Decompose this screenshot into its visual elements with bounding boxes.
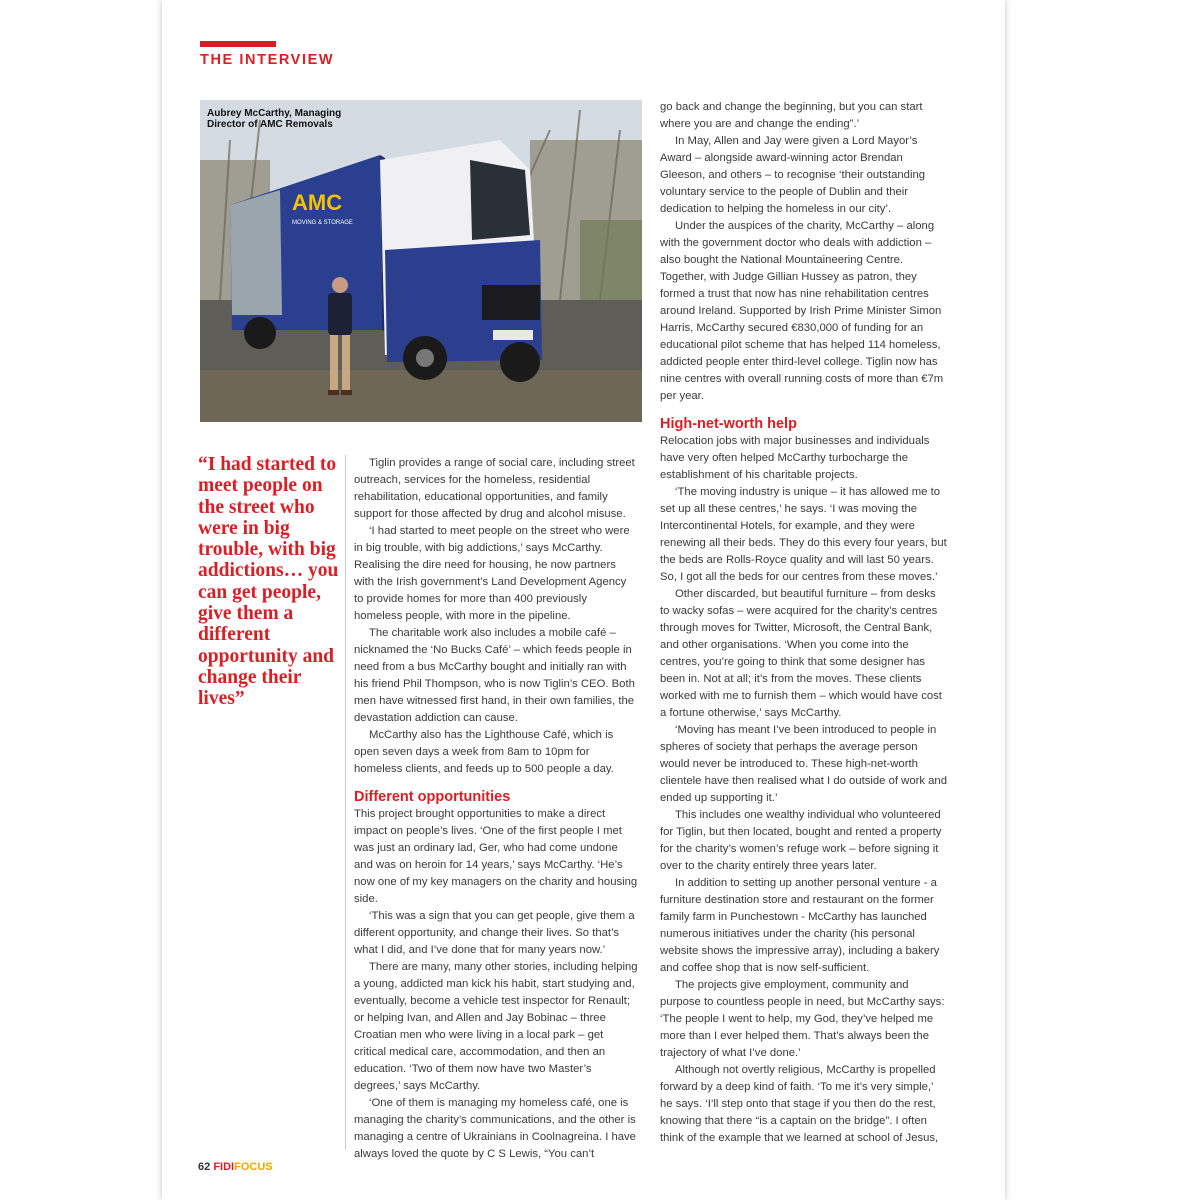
paragraph: In addition to setting up another personal venture - a furniture destination store and restaurant on the former family farm in Punchestown - McCarthy has launched numerous initiatives under the charity (his personal website shows the impressive array), including a bakery and coffee shop that is now self-sufficient. (660, 877, 940, 974)
paragraph: Other discarded, but beautiful furniture – from desks to wacky sofas – were acquired for the charity’s centres through moves for Twitter, Microsoft, the Central Bank, and other organisations. ‘When you come into the centres, you’re going to think that some designer has been in. Not at all; it’s from the moves. These clients worked with me to furnish them – which would have cost a fortune otherwise,’ says McCarthy. (660, 588, 942, 719)
paragraph: Tiglin provides a range of social care, including street outreach, services for the homeless, residential rehabilitation, educational opportunities, and family support for those affected by drug and alcohol misuse. (354, 457, 635, 520)
truck-illustration (200, 100, 642, 422)
section-label: THE INTERVIEW (200, 52, 335, 68)
paragraph: ‘This was a sign that you can get people, give them a different opportunity, and change their lives. So that’s what I did, and I’ve done that for many years now.’ (354, 910, 635, 956)
truck-logo: AMC (292, 190, 343, 215)
paragraph: Relocation jobs with major businesses and individuals have very often helped McCarthy turbocharge the establishment of his charitable projects. (660, 435, 930, 481)
subheading: High-net-worth help (660, 416, 797, 432)
section-accent-bar (200, 41, 276, 47)
paragraph: The projects give employment, community and purpose to countless people in need, but McCarthy says: ‘The people I went to help, my God, they’ve helped me more than I ever helped them. That’s always been the trajectory of what I’ve done.’ (660, 979, 945, 1059)
pull-quote: “I had started to meet people on the street who were in big trouble, with big addictions… you can get people, give them a different opportunity and change their lives” (198, 454, 339, 710)
paragraph: ‘The moving industry is unique – it has allowed me to set up all these centres,’ he says. ‘I was moving the Intercontinental Hotels, for example, and they were renewing all their beds. They do this every four years, but the beds are Rolls-Royce quality and will last 50 years. So, I got all the beds for our centres from these moves.’ (660, 486, 947, 583)
paragraph: The charitable work also includes a mobile café – nicknamed the ‘No Bucks Café’ – which feeds people in need from a bus McCarthy bought and initially ran with his friend Phil Thompson, who is now Tiglin’s CEO. Both men have witnessed first hand, in their own families, the devastation addiction can cause. (354, 627, 635, 724)
paragraph: Under the auspices of the charity, McCarthy – along with the government doctor who deals with addiction – also bought the National Mountaineering Centre. Together, with Judge Gillian Hussey as patron, they formed a trust that now has nine rehabilitation centres around Ireland. Supported by Irish Prime Minister Simon Harris, McCarthy secured €830,000 of funding for an educational pilot scheme that has helped 114 homeless, addicted people enter third-level college. Tiglin now has nine centres with overall running costs of more than €7m per year. (660, 220, 944, 402)
paragraph: ‘Moving has meant I’ve been introduced to people in spheres of society that perhaps the average person would never be introduced to. These high-net-worth clientele have then realised what I do outside of work and ended up supporting it.’ (660, 724, 947, 804)
paragraph: go back and change the beginning, but you can start where you are and change the ending”.’ (660, 101, 923, 130)
paragraph: In May, Allen and Jay were given a Lord Mayor’s Award – alongside award-winning actor Brendan Gleeson, and others – to recognise ‘their outstanding voluntary service to the people of Dublin and their dedication to helping the homeless in our city’. (660, 135, 926, 215)
paragraph: ‘I had started to meet people on the street who were in big trouble, with big addictions,’ says McCarthy. Realising the dire need for housing, he now partners with the Irish government’s Land Development Agency to provide homes for more than 400 previously homeless people, with more in the pipeline. (354, 525, 630, 622)
brand-fidi: FIDI (213, 1161, 235, 1173)
paragraph: This includes one wealthy individual who volunteered for Tiglin, but then located, bought and rented a property for the charity’s women’s refuge work – before signing it over to the charity entirely three years later. (660, 809, 942, 872)
page-number: 62 (198, 1161, 211, 1173)
truck-logo-sub: MOVING & STORAGE (292, 220, 353, 226)
truck-photo (200, 100, 642, 422)
middle-column (354, 455, 638, 1163)
subheading: Different opportunities (354, 789, 511, 805)
right-column (660, 99, 948, 1147)
photo-caption: Aubrey McCarthy, Managing Director of AMC Removals (207, 108, 342, 130)
page-footer (198, 1161, 273, 1173)
paragraph: McCarthy also has the Lighthouse Café, which is open seven days a week from 8am to 10pm for homeless clients, and feeds up to 500 people a day. (354, 729, 614, 775)
brand-focus: FOCUS (234, 1161, 273, 1173)
paragraph: This project brought opportunities to make a direct impact on people’s lives. ‘One of the first people I met was just an ordinary lad, Ger, who had come undone and was on heroin for 14 years,’ says McCarthy. ‘He’s now one of my key managers on the charity and housing side. (354, 808, 638, 905)
paragraph: Although not overtly religious, McCarthy is propelled forward by a deep kind of faith. ‘To me it’s very simple,’ he says. ‘I’ll step onto that stage if you then do the rest, knowing that there “is a captain on the bridge”. I often think of the example that we learned at school of Jesus, (660, 1064, 939, 1144)
paragraph: There are many, many other stories, including helping a young, addicted man kick his habit, start studying and, eventually, become a vehicle test inspector for Renault; or helping Ivan, and Allen and Jay Bobinac – three Croatian men who were living in a local park – get critical medical care, accommodation, and then an education. ‘Two of them now have two Master’s degrees,’ says McCarthy. (354, 961, 638, 1092)
paragraph: ‘One of them is managing my homeless café, one is managing the charity’s communications, and the other is managing a centre of Ukrainians in Coolnagreina. I have always loved the quote by C S Lewis, “You can’t (354, 1097, 636, 1160)
